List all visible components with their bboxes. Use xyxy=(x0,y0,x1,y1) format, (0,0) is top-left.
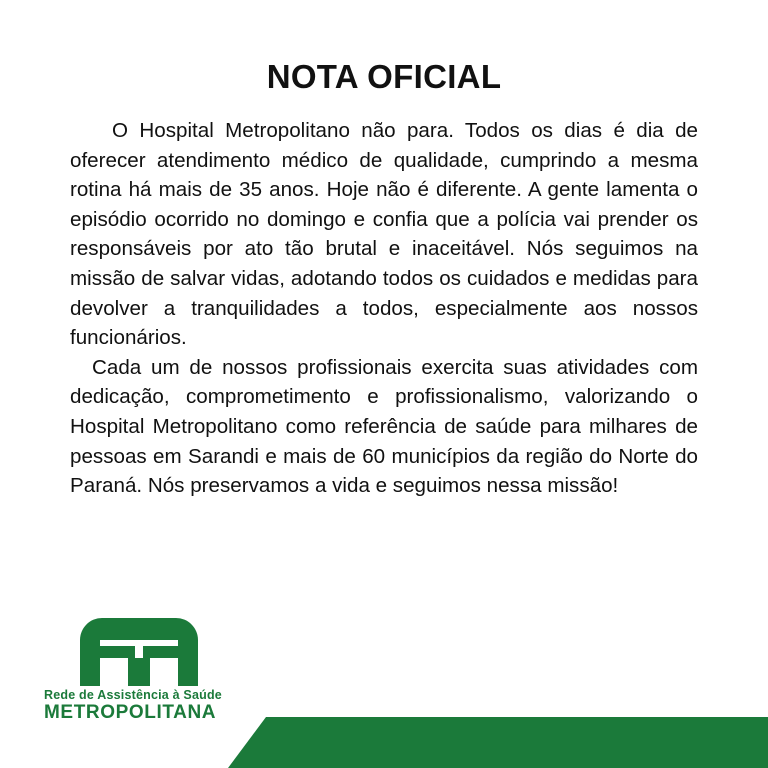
page-title: NOTA OFICIAL xyxy=(266,58,502,95)
logo-name: METROPOLITANA xyxy=(44,702,217,723)
paragraph-2: Cada um de nossos profissionais exercita suas atividades com dedicação, comprometimento e profissionalismo, valorizando o Hospital Metropolitano como referência de saúde para milhares de pessoas em Sarandi e mais de 60 municípios da região do Norte do Paraná. Nós preservamos a vida e seguimos nessa missão! xyxy=(70,355,698,498)
paragraph-1: O Hospital Metropolitano não para. Todos os dias é dia de oferecer atendimento médico de qualidade, cumprindo a mesma rotina há mais de 35 anos. Hoje não é diferente. A gente lamenta o episódio ocorrido no domingo e confia que a polícia vai prender os responsáveis por ato tão brutal e inaceitável. Nós seguimos na missão de salvar vidas, adotando todos os cuidados e medidas para devolver a tranquilidades a todos, especialmente aos nossos funcionários. xyxy=(70,119,698,350)
logo-subtitle: Rede de Assistência à Saúde xyxy=(44,688,222,702)
